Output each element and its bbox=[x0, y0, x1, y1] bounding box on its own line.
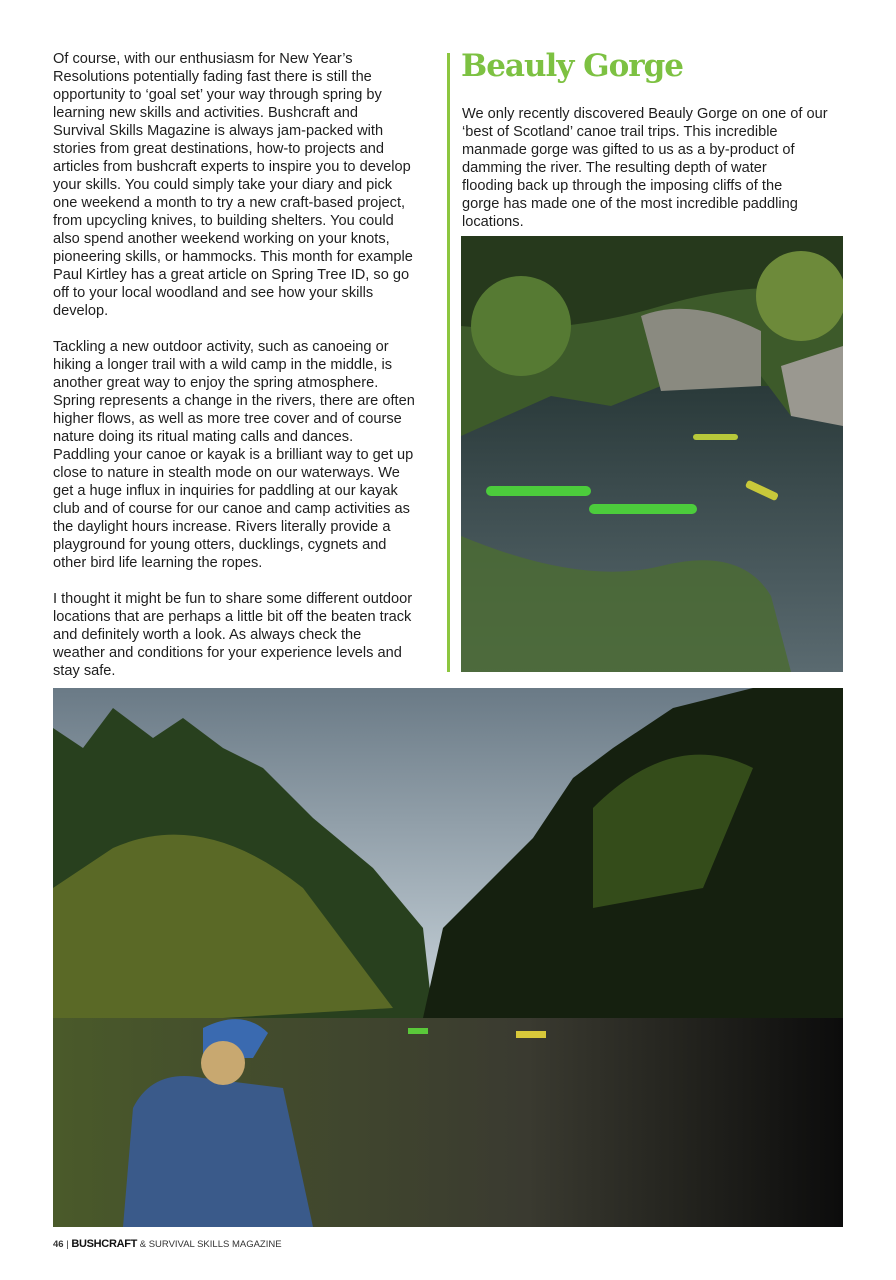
text-line: locations. bbox=[462, 214, 524, 230]
text-line: from upcycling knives, to building shelters. You could bbox=[53, 213, 394, 229]
page-footer bbox=[53, 1238, 282, 1250]
text-line: one weekend a month to try a new craft-based project, bbox=[53, 195, 406, 211]
text-line: nature doing its ritual mating calls and dances. bbox=[53, 429, 354, 445]
text-line: weather and conditions for your experience levels and bbox=[53, 645, 402, 661]
paragraph bbox=[53, 590, 443, 680]
text-line: pioneering skills, or hammocks. This month for example bbox=[53, 249, 413, 265]
column-divider bbox=[447, 53, 450, 672]
text-line: also spend another weekend working on your knots, bbox=[53, 231, 390, 247]
text-line: learning new skills and activities. Bushcraft and bbox=[53, 105, 359, 121]
section-title: Beauly Gorge bbox=[461, 48, 684, 84]
text-line: I thought it might be fun to share some different outdoor bbox=[53, 591, 413, 607]
text-line: Tackling a new outdoor activity, such as canoeing or bbox=[53, 339, 389, 355]
right-column-text bbox=[462, 105, 852, 249]
text-line: playground for young otters, ducklings, cygnets and bbox=[53, 537, 387, 553]
footer-separator: | bbox=[66, 1239, 69, 1250]
text-line: the daylight hours increase. Rivers literally provide a bbox=[53, 519, 391, 535]
text-line: stories from great destinations, how-to projects and bbox=[53, 141, 384, 157]
text-line: Resolutions potentially fading fast there is still the bbox=[53, 69, 372, 85]
text-line: Survival Skills Magazine is always jam-packed with bbox=[53, 123, 384, 139]
text-line: stay safe. bbox=[53, 663, 116, 679]
page-number: 46 bbox=[53, 1239, 64, 1250]
text-line: manmade gorge was gifted to us as a by-product of bbox=[462, 142, 795, 158]
paddler-river-photo bbox=[53, 688, 843, 1227]
text-line: We only recently discovered Beauly Gorge on one of our bbox=[462, 106, 828, 122]
magazine-subtitle: & SURVIVAL SKILLS MAGAZINE bbox=[139, 1239, 282, 1250]
text-line: your skills. You could simply take your diary and pick bbox=[53, 177, 393, 193]
text-line: club and of course for our canoe and camp activities as bbox=[53, 501, 410, 517]
left-column-text bbox=[53, 50, 443, 698]
text-line: Paul Kirtley has a great article on Spring Tree ID, so go bbox=[53, 267, 410, 283]
text-line: hiking a longer trail with a wild camp in the middle, is bbox=[53, 357, 393, 373]
text-line: and definitely worth a look. As always check the bbox=[53, 627, 362, 643]
text-line: flooding back up through the imposing cliffs of the bbox=[462, 178, 783, 194]
text-line: other bird life learning the ropes. bbox=[53, 555, 263, 571]
text-line: opportunity to ‘goal set’ your way through spring by bbox=[53, 87, 382, 103]
text-line: another great way to enjoy the spring atmosphere. bbox=[53, 375, 379, 391]
text-line: off to your local woodland and see how your skills bbox=[53, 285, 374, 301]
text-line: higher flows, as well as more tree cover and of course bbox=[53, 411, 402, 427]
text-line: get a huge influx in inquiries for paddling at our kayak bbox=[53, 483, 398, 499]
text-line: ‘best of Scotland’ canoe trail trips. This incredible bbox=[462, 124, 778, 140]
text-line: close to nature in stealth mode on our waterways. We bbox=[53, 465, 400, 481]
text-line: Paddling your canoe or kayak is a brilliant way to get up bbox=[53, 447, 414, 463]
magazine-brand: BUSHCRAFT bbox=[71, 1238, 138, 1250]
paragraph bbox=[462, 105, 852, 231]
text-line: locations that are perhaps a little bit off the beaten track bbox=[53, 609, 412, 625]
text-line: develop. bbox=[53, 303, 109, 319]
text-line: damming the river. The resulting depth of water bbox=[462, 160, 767, 176]
text-line: Spring represents a change in the rivers, there are often bbox=[53, 393, 415, 409]
text-line: articles from bushcraft experts to inspire you to develop bbox=[53, 159, 411, 175]
text-line: gorge has made one of the most incredible paddling bbox=[462, 196, 798, 212]
text-line: Of course, with our enthusiasm for New Year’s bbox=[53, 51, 353, 67]
paragraph bbox=[53, 338, 443, 572]
paragraph bbox=[53, 50, 443, 320]
gorge-canoes-photo bbox=[461, 236, 843, 672]
